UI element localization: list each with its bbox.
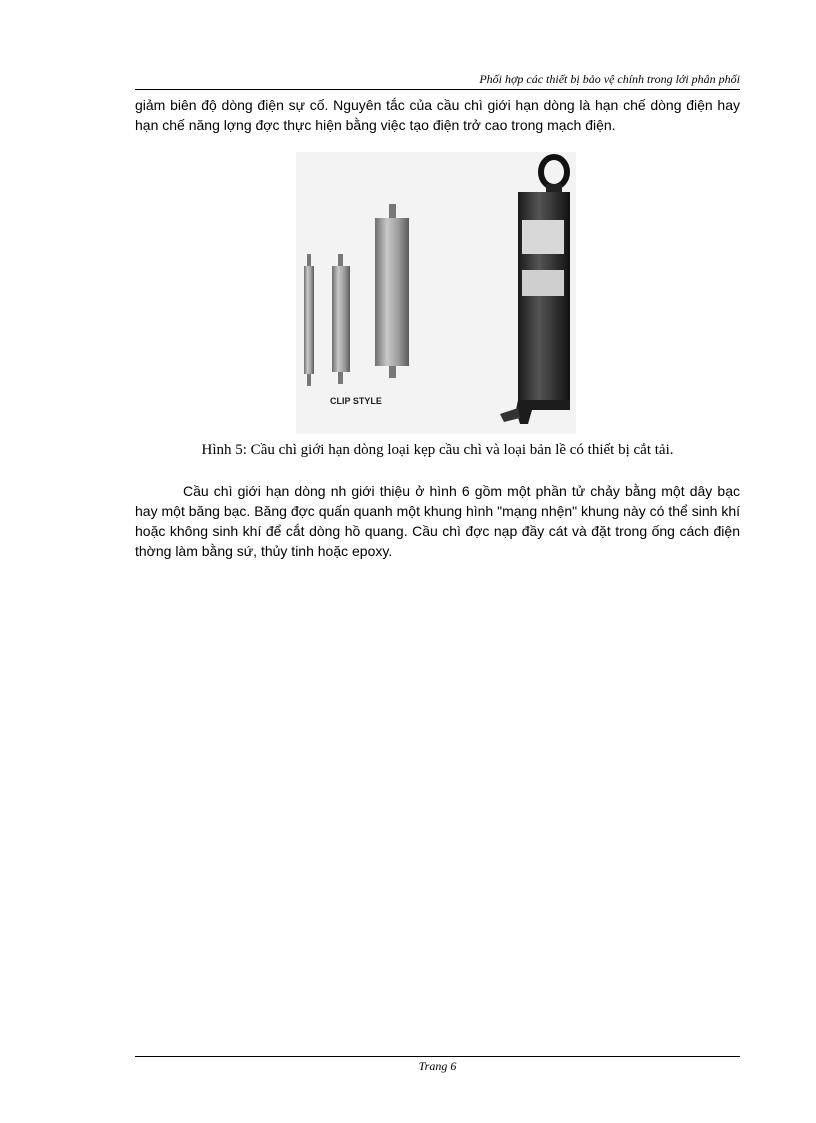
paragraph-2: Cầu chì giới hạn dòng nh giới thiệu ở hình 6 gồm một phần tử chảy bằng một dây bạc hay một băng bạc. Băng đợc quấn quanh một khung hình "mạng nhện" khung này có thể sinh khí hoặc không sinh khí để cắt dòng hồ quang. Cầu chì đợc nạp đầy cát và đặt trong ống cách điện thờng làm bằng sứ, thủy tinh hoặc epoxy.: [135, 483, 740, 559]
paragraph-1: giảm biên độ dòng điện sự cố. Nguyên tắc của cầu chì giới hạn dòng là hạn chế dòng điện hay hạn chế năng lợng đợc thực hiện bằng việc tạo điện trở cao trong mạch điện.: [135, 97, 740, 133]
figure-caption: Hình 5: Cầu chì giới hạn dòng loại kẹp cầu chì và loại bản lề có thiết bị cắt tải.: [201, 442, 674, 458]
header-rule: [135, 89, 740, 90]
figure-5-photo: [296, 152, 576, 434]
page-number: Trang 6: [418, 1059, 457, 1073]
medium-fuse: [332, 254, 350, 384]
footer-rule: [135, 1056, 740, 1057]
large-fuse: [375, 204, 409, 378]
running-header: Phối hợp các thiết bị bảo vệ chính trong lới phân phối: [479, 72, 740, 86]
clip-style-label: CLIP STYLE: [330, 396, 382, 406]
small-fuse: [304, 254, 314, 386]
